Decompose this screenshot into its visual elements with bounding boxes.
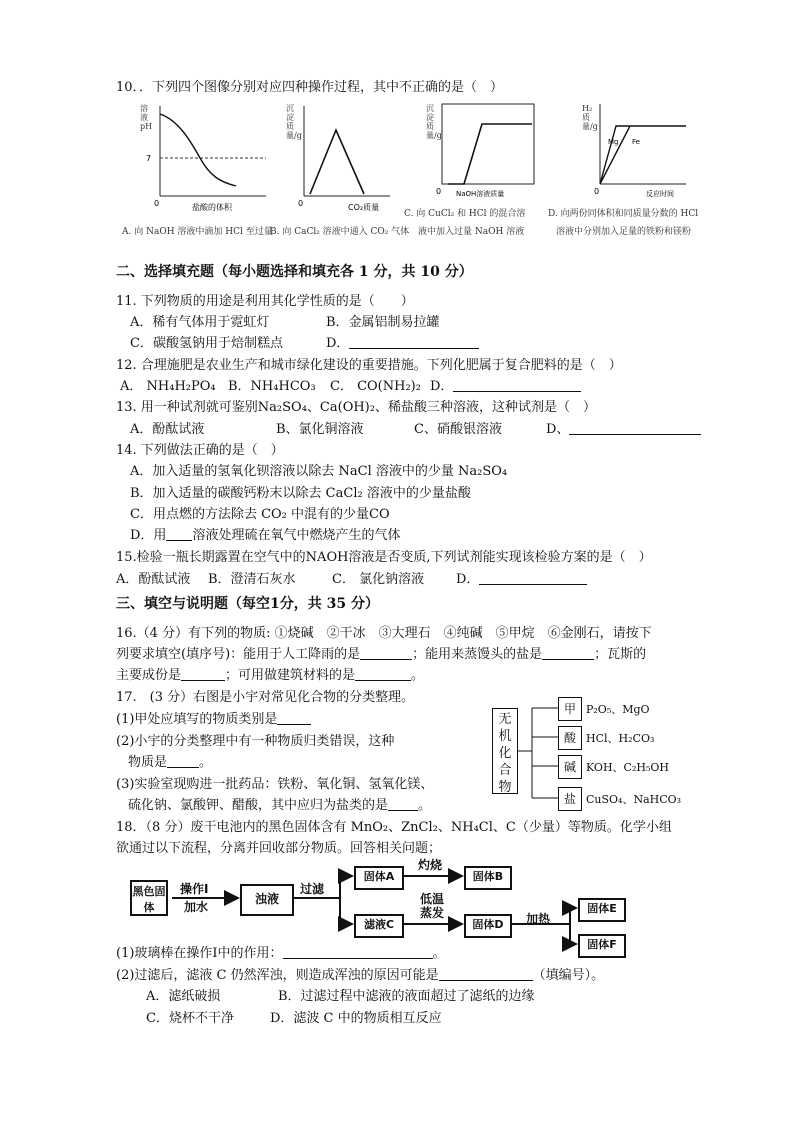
q16-blank-1[interactable] bbox=[360, 645, 412, 660]
q13-option-d: D、 bbox=[546, 420, 701, 439]
q18-line1: 18．（8 分）废干电池内的黑色固体含有 MnO₂、ZnCl₂、NH₄Cl、C（少量）等物质。化学小组 bbox=[116, 820, 672, 835]
q16-line2: 列要求填空(填序号)：能用于人工降雨的是 ；能用来蒸馒头的盐是 ；瓦斯的 bbox=[116, 647, 647, 662]
q17-part1: (1)甲处应填写的物质类别是 bbox=[116, 710, 311, 729]
graph-b-ylabel: 沉淀质量/g bbox=[286, 104, 302, 140]
flow-filter: 过滤 bbox=[300, 882, 325, 896]
section-3-title: 三、填空与说明题（每空1分，共 35 分） bbox=[116, 596, 379, 612]
q16-line1: 16.（4 分）有下列的物质: ①烧碱 ②干冰 ③大理石 ④纯碱 ⑤甲烷 ⑥金刚石，请按下 bbox=[116, 626, 652, 641]
q18-option-c: C．烧杯不干净 bbox=[146, 1011, 234, 1026]
q11-blank[interactable] bbox=[349, 334, 479, 349]
graph-c-xlabel: NaOH溶液质量 bbox=[456, 190, 505, 198]
q18-blank-2[interactable] bbox=[439, 966, 533, 981]
classification-cat-3: 碱 bbox=[558, 755, 582, 779]
flow-solid-f: 固体F bbox=[578, 934, 626, 958]
flow-solid-b: 固体B bbox=[464, 866, 512, 890]
graph-d bbox=[580, 100, 690, 200]
graph-d-caption1: D. 向两份同体积和同质量分数的 HCl bbox=[548, 209, 699, 219]
flow-solid-d: 固体D bbox=[464, 914, 512, 938]
graph-b-svg bbox=[284, 100, 394, 212]
graph-c-caption2: 液中加入过量 NaOH 溶液 bbox=[418, 227, 525, 237]
flow-black-solid: 黑色固体 bbox=[130, 880, 168, 916]
graph-b-caption: B. 向 CaCl₂ 溶液中通入 CO₂ 气体 bbox=[270, 227, 410, 237]
flow-low-temp: 低温蒸发 bbox=[420, 892, 445, 920]
classification-root: 无机化合物 bbox=[492, 708, 518, 794]
q11-option-a: A．稀有气体用于霓虹灯 bbox=[130, 315, 270, 330]
q15-option-d: D． bbox=[456, 570, 587, 589]
section-2-title: 二、选择填充题（每小题选择和填充各 1 分，共 10 分） bbox=[116, 264, 473, 280]
flow-diagram bbox=[128, 858, 658, 958]
q11-stem: 11. 下列物质的用途是利用其化学性质的是（ ） bbox=[116, 294, 414, 309]
q17-part2b: 物质是 。 bbox=[128, 755, 213, 770]
q15-option-a: A．酚酞试液 bbox=[116, 572, 191, 587]
flow-add-water: 加水 bbox=[184, 900, 209, 914]
q16-blank-4[interactable] bbox=[355, 666, 411, 681]
q16-blank-2[interactable] bbox=[542, 645, 594, 660]
q17-blank-1[interactable] bbox=[277, 710, 311, 725]
q11-option-b: B．金属铝制易拉罐 bbox=[326, 315, 440, 330]
graph-d-svg bbox=[580, 100, 690, 200]
q18-line2: 欲通过以下流程，分离并回收部分物质。回答相关问题； bbox=[116, 841, 442, 856]
q14-blank[interactable] bbox=[166, 526, 192, 541]
q16-line3: 主要成份是 ；可用做建筑材料的是 。 bbox=[116, 668, 425, 683]
q15-stem: 15.检验一瓶长期露置在空气中的NAOH溶液是否变质,下列试剂能实现该检验方案的是（ ） bbox=[116, 550, 652, 565]
classification-items-2: HCl、H₂CO₃ bbox=[586, 732, 655, 745]
graph-d-caption2: 溶液中分别加入足量的铁粉和镁粉 bbox=[556, 227, 692, 237]
graph-d-origin: 0 bbox=[594, 187, 600, 196]
graph-c-ylabel: 沉淀质量/g bbox=[426, 104, 442, 140]
graph-a-ylabel: 溶液pH bbox=[140, 104, 153, 131]
q18-blank-1[interactable] bbox=[283, 944, 433, 959]
q14-option-d: D．用 溶液处理硫在氧气中燃烧产生的气体 bbox=[130, 528, 401, 543]
q13-option-b: B、氯化铜溶液 bbox=[276, 422, 364, 437]
q15-option-b: B．澄清石灰水 bbox=[208, 572, 296, 587]
classification-cat-4: 盐 bbox=[558, 787, 582, 811]
q13-blank[interactable] bbox=[569, 420, 701, 435]
q12-blank[interactable] bbox=[453, 377, 581, 392]
graph-c-caption1: C. 向 CuCl₂ 和 HCl 的混合溶 bbox=[404, 209, 526, 219]
q18-part2: (2)过滤后，滤液 C 仍然浑浊，则造成浑浊的原因可能是 （填编号）。 bbox=[116, 968, 605, 983]
classification-items-1: P₂O₅、MgO bbox=[586, 703, 650, 716]
q12-option-b: B．NH₄HCO₃ bbox=[228, 379, 316, 394]
flow-turbid: 浊液 bbox=[240, 884, 294, 916]
q16-blank-3[interactable] bbox=[181, 666, 225, 681]
graph-c-origin: 0 bbox=[436, 187, 442, 196]
q13-option-c: C、硝酸银溶液 bbox=[414, 422, 502, 437]
graph-b bbox=[284, 100, 394, 212]
q17-title: 17. (3 分）右图是小宇对常见化合物的分类整理。 bbox=[116, 690, 415, 705]
classification-items-3: KOH、C₂H₅OH bbox=[586, 761, 669, 774]
q18-option-d: D．滤波 C 中的物质相互反应 bbox=[270, 1011, 442, 1026]
graph-b-xlabel: CO₂质量 bbox=[348, 203, 380, 212]
q13-stem: 13. 用一种试剂就可鉴别Na₂SO₄、Ca(OH)₂、稀盐酸三种溶液，这种试剂是（ ） bbox=[116, 400, 596, 415]
q11-option-d: D． bbox=[326, 334, 479, 353]
classification-diagram bbox=[492, 694, 692, 812]
q12-option-d: D． bbox=[430, 377, 581, 396]
graph-a-tick: 7 bbox=[146, 154, 152, 163]
q14-option-a: A．加入适量的氢氧化钡溶液以除去 NaCl 溶液中的少量 Na₂SO₄ bbox=[130, 464, 508, 479]
graph-a-origin: 0 bbox=[154, 199, 160, 208]
flow-solid-a: 固体A bbox=[354, 866, 404, 890]
graph-a-xlabel: 盐酸的体积 bbox=[192, 203, 232, 212]
q12-option-a: A． NH₄H₂PO₄ bbox=[120, 379, 216, 394]
q10-stem: 10．．下列四个图像分别对应四种操作过程，其中不正确的是（ ） bbox=[116, 80, 504, 95]
q18-option-b: B．过滤过程中滤液的液面超过了滤纸的边缘 bbox=[278, 989, 535, 1004]
q17-part2a: (2)小宇的分类整理中有一种物质归类错误，这种 bbox=[116, 734, 395, 749]
q14-option-b: B．加入适量的碳酸钙粉末以除去 CaCl₂ 溶液中的少量盐酸 bbox=[130, 486, 471, 501]
graph-d-xlabel: 反应时间 bbox=[646, 190, 674, 198]
classification-cat-1: 甲 bbox=[558, 697, 582, 721]
q15-option-c: C． 氯化钠溶液 bbox=[332, 572, 425, 587]
classification-items-4: CuSO₄、NaHCO₃ bbox=[586, 793, 682, 806]
q14-stem: 14. 下列做法正确的是（ ） bbox=[116, 443, 284, 458]
q17-blank-2[interactable] bbox=[167, 753, 199, 768]
classification-cat-2: 酸 bbox=[558, 726, 582, 750]
q11-option-c: C．碳酸氢钠用于焙制糕点 bbox=[130, 336, 283, 351]
q17-blank-3[interactable] bbox=[388, 796, 418, 811]
flow-solid-e: 固体E bbox=[578, 898, 626, 922]
q13-option-a: A．酚酞试液 bbox=[130, 422, 205, 437]
graph-c-svg bbox=[424, 100, 540, 200]
graph-b-origin: 0 bbox=[298, 199, 304, 208]
q12-stem: 12. 合理施肥是农业生产和城市绿化建设的重要措施。下列化肥属于复合肥料的是（ ） bbox=[116, 358, 622, 373]
graph-d-mg: Mg bbox=[608, 138, 619, 146]
q18-option-a: A．滤纸破损 bbox=[146, 989, 221, 1004]
q15-blank[interactable] bbox=[479, 570, 587, 585]
graph-d-fe: Fe bbox=[632, 138, 640, 146]
q17-part3b: 硫化钠、氯酸钾、醋酸，其中应归为盐类的是 。 bbox=[128, 798, 432, 813]
q17-part3a: (3)实验室现购进一批药品：铁粉、氧化铜、氢氧化镁、 bbox=[116, 777, 434, 792]
flow-heat: 加热 bbox=[526, 912, 551, 926]
graph-d-ylabel: H₂质量/g bbox=[582, 104, 598, 131]
flow-operation-1: 操作Ⅰ bbox=[180, 882, 209, 896]
flow-burn: 灼烧 bbox=[418, 858, 443, 872]
q18-part1: (1)玻璃棒在操作Ⅰ中的作用： 。 bbox=[116, 946, 446, 961]
q12-option-c: C． CO(NH₂)₂ bbox=[330, 379, 421, 394]
graph-a-svg bbox=[138, 100, 270, 212]
graph-a-caption: A. 向 NaOH 溶液中滴加 HCl 至过量 bbox=[122, 227, 273, 237]
graph-c bbox=[424, 100, 540, 200]
graph-a bbox=[138, 100, 270, 212]
q14-option-c: C．用点燃的方法除去 CO₂ 中混有的少量CO bbox=[130, 507, 390, 522]
flow-filtrate-c: 滤液C bbox=[354, 914, 404, 938]
